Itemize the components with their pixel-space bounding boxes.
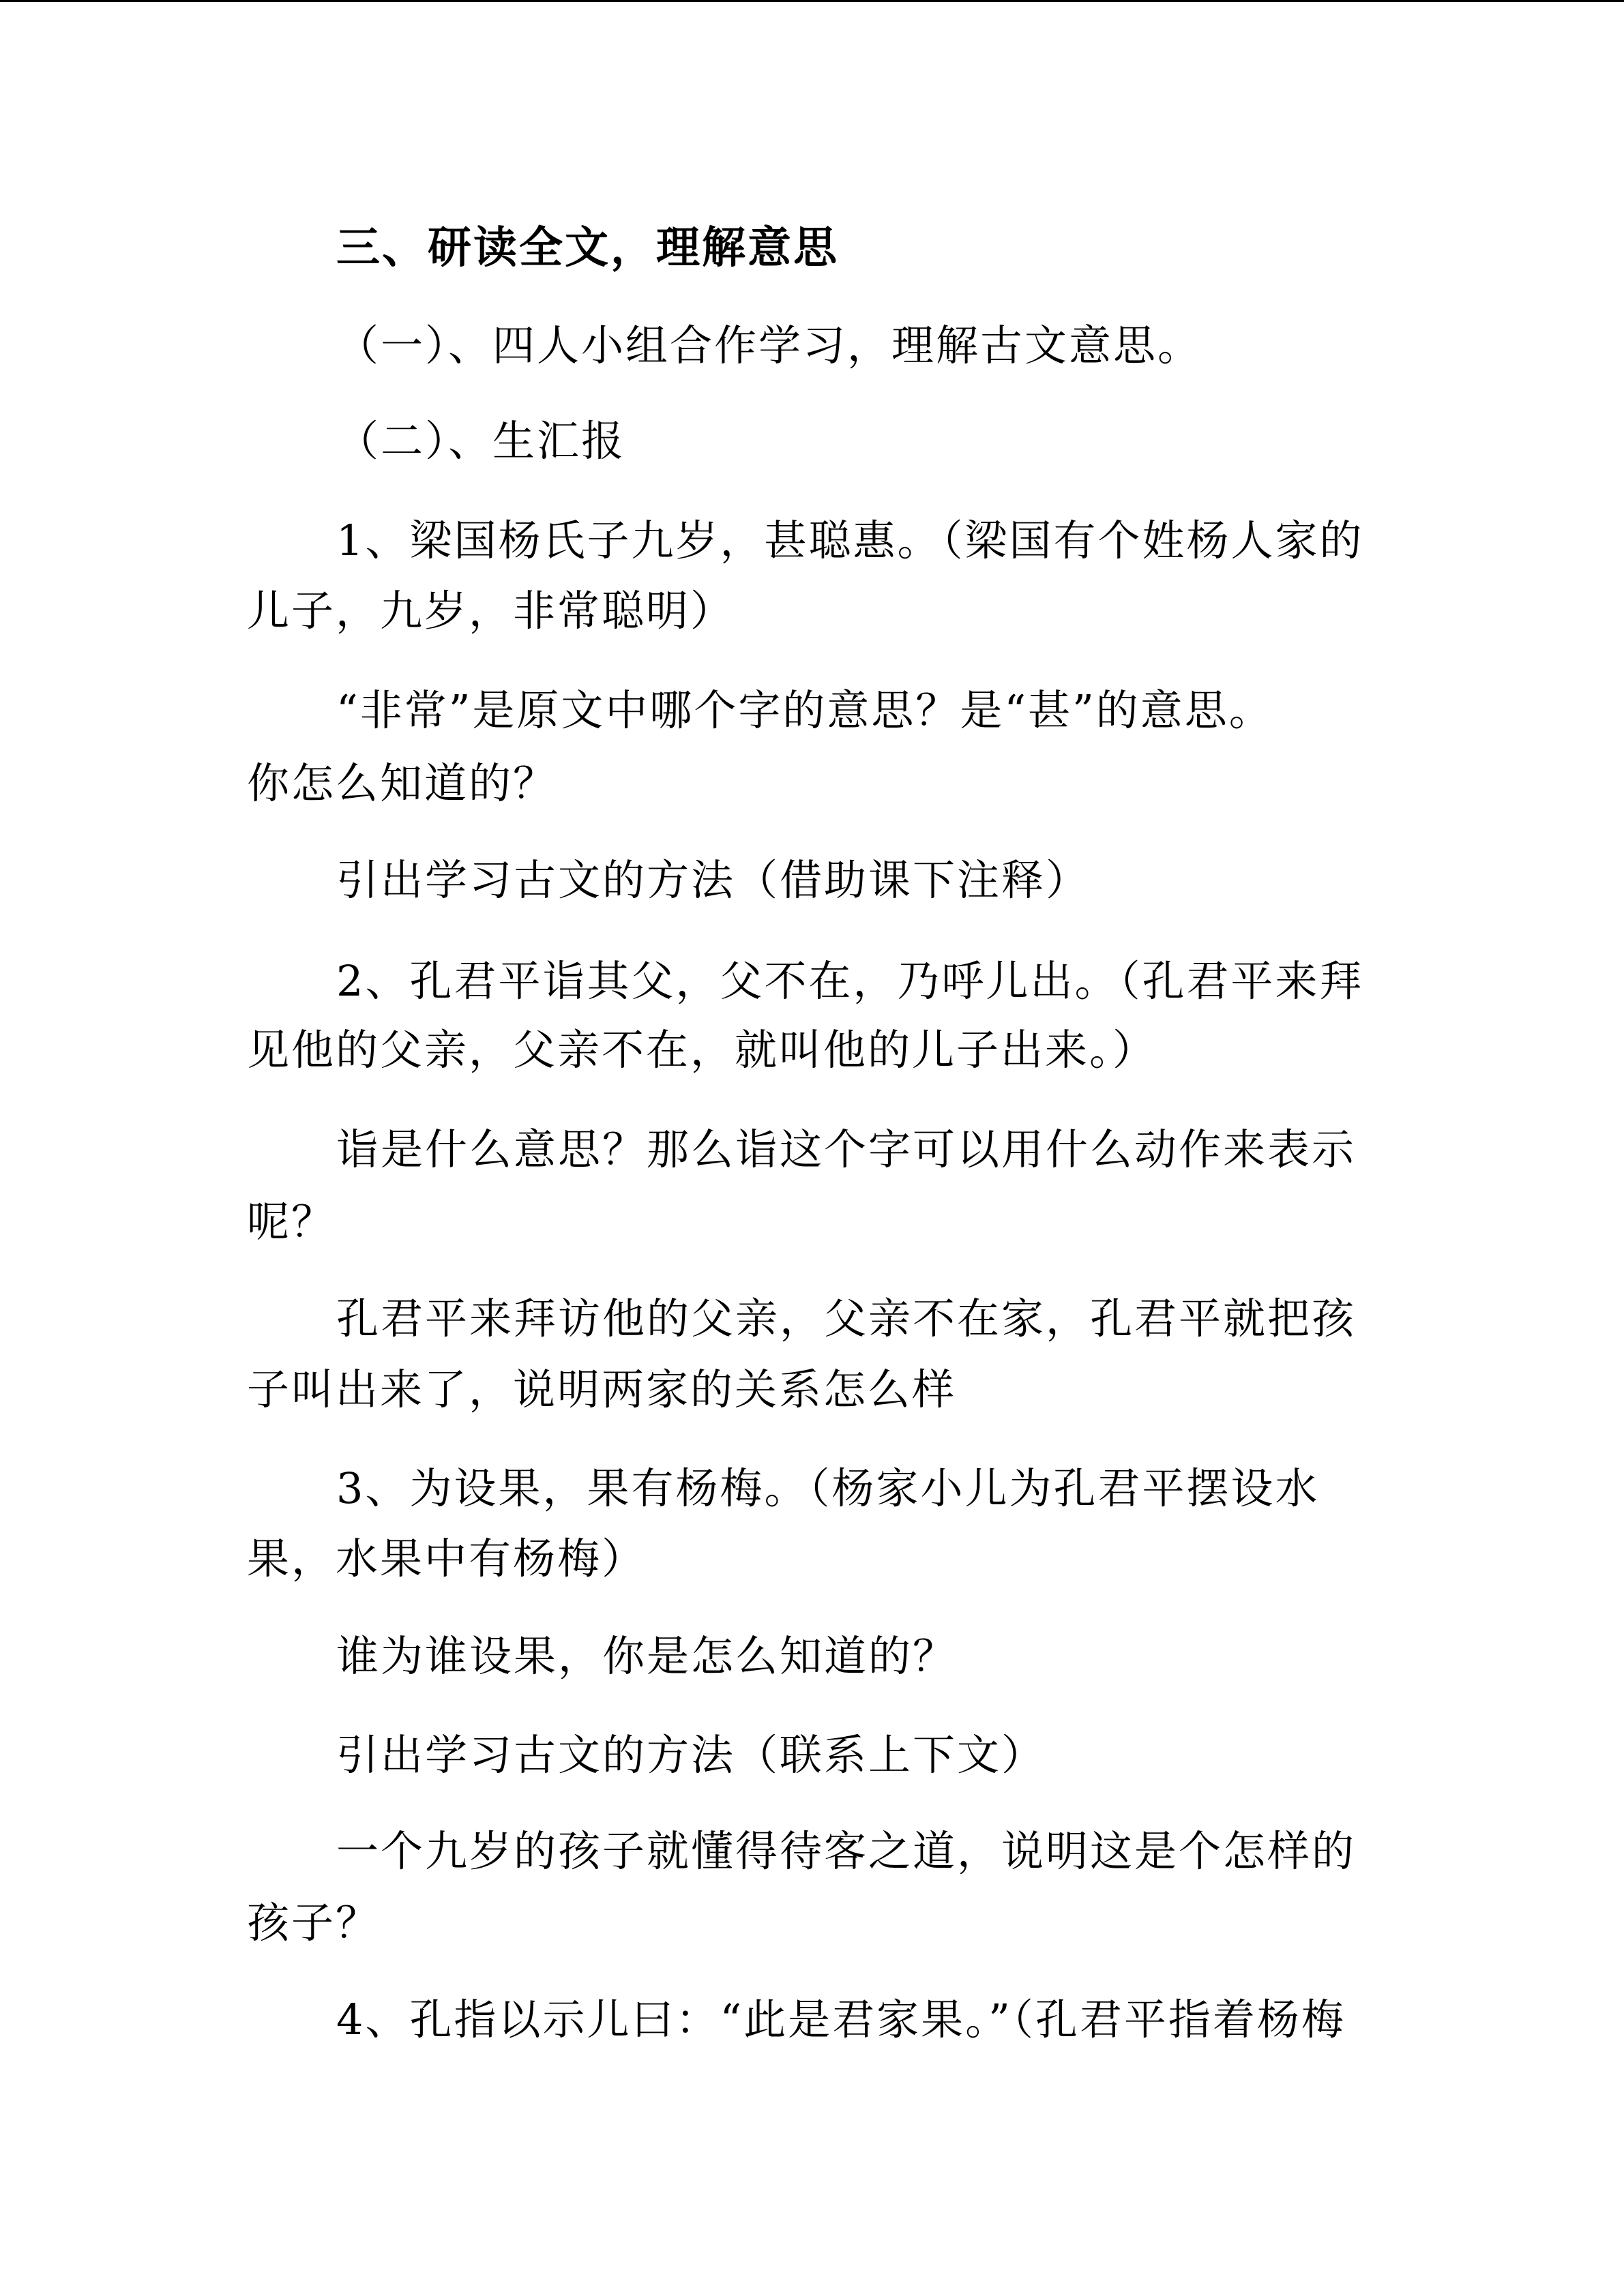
paragraph-line: 1、梁国杨氏子九岁，甚聪惠。（梁国有个姓杨人家的 [336,516,1364,565]
paragraph-line: 诣是什么意思？那么诣这个字可以用什么动作来表示 [336,1124,1357,1174]
paragraph-line: 见他的父亲，父亲不在，就叫他的儿子出来。） [247,1025,1157,1075]
paragraph-line: 3、为设果，果有杨梅。（杨家小儿为孔君平摆设水 [336,1463,1320,1513]
paragraph-line: 你怎么知道的？ [247,758,558,808]
paragraph-line: 子叫出来了，说明两家的关系怎么样 [247,1365,957,1414]
paragraph-line: （二）、生汇报 [336,416,626,466]
paragraph-line: 引出学习古文的方法（借助课下注释） [336,855,1091,905]
paragraph-line: 2、孔君平诣其父，父不在，乃呼儿出。（孔君平来拜 [336,956,1364,1006]
paragraph-line: 孔君平来拜访他的父亲，父亲不在家，孔君平就把孩 [336,1294,1357,1343]
paragraph-line: 4、孔指以示儿曰：“此是君家果。”（孔君平指着杨梅 [336,1995,1346,2044]
paragraph-line: 儿子，九岁，非常聪明） [247,586,735,636]
paragraph-line: 一个九岁的孩子就懂得待客之道，说明这是个怎样的 [336,1826,1357,1876]
paragraph-line: 孩子？ [247,1898,381,1948]
paragraph-line: 谁为谁设果，你是怎么知道的？ [336,1631,958,1681]
section-heading: 三、研读全文，理解意思 [336,223,839,273]
paragraph-line: （一）、四人小组合作学习，理解古文意思。 [336,320,1202,370]
paragraph-line: 呢？ [247,1197,336,1247]
paragraph-line: “非常”是原文中哪个字的意思？是“甚”的意思。 [336,685,1273,735]
paragraph-line: 引出学习古文的方法（联系上下文） [336,1730,1046,1780]
paragraph-line: 果，水果中有杨梅） [247,1534,647,1583]
